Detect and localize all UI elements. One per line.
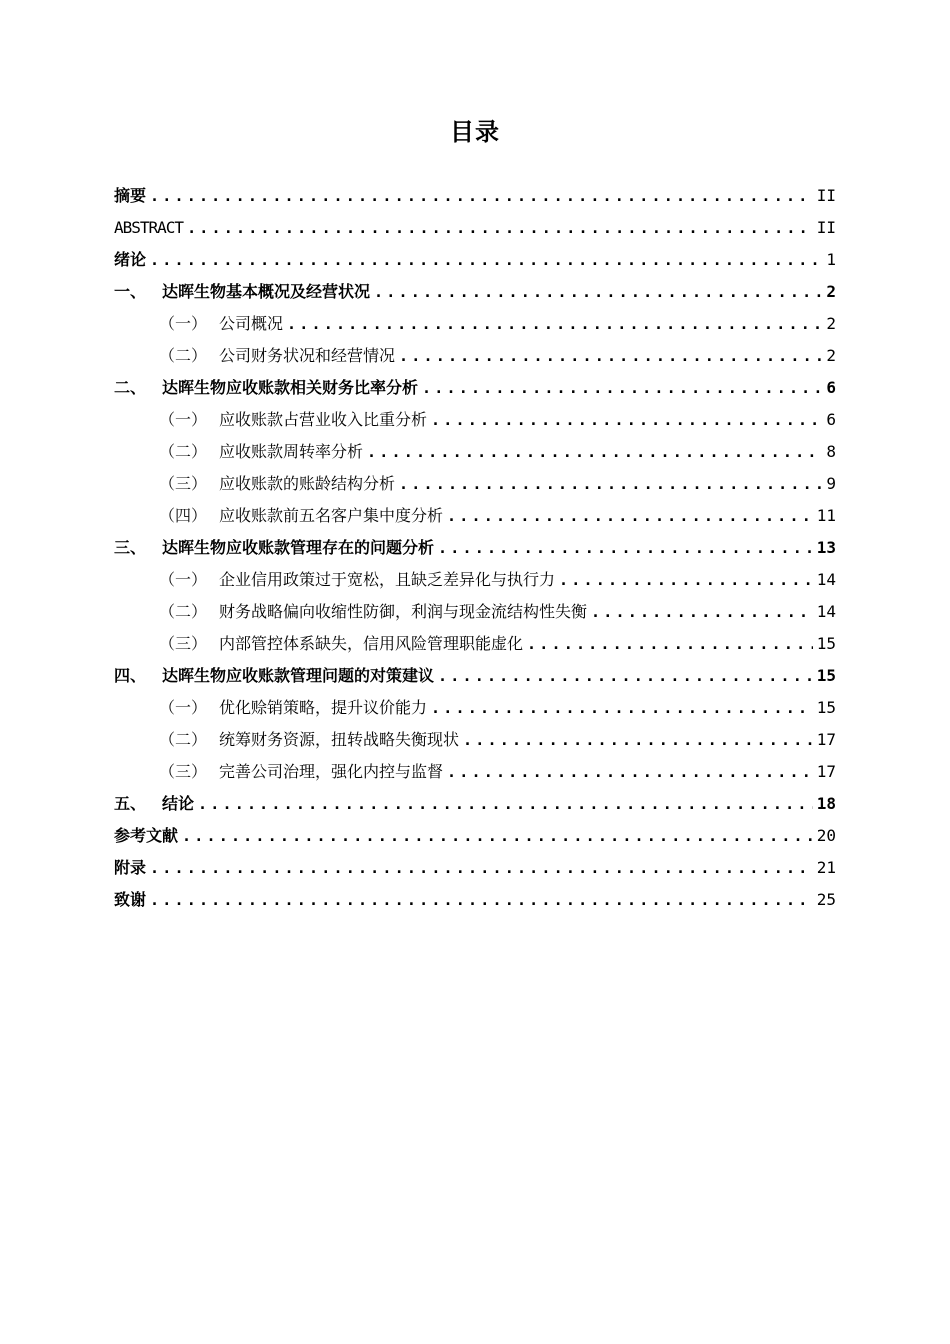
toc-entry-page-number: II	[816, 218, 836, 237]
toc-entry-page-number: 8	[826, 442, 836, 461]
toc-dot-leader	[438, 660, 813, 692]
toc-entry-page-number: 2	[826, 314, 836, 333]
toc-entry-number: （四）	[159, 506, 208, 525]
toc-entry[interactable]	[114, 308, 836, 340]
toc-entry-page-number: 9	[826, 474, 836, 493]
toc-entry-title: 完善公司治理，强化内控与监督	[219, 762, 444, 781]
toc-entry-title: ABSTRACT	[114, 218, 184, 237]
toc-dot-leader	[150, 884, 813, 916]
toc-entry[interactable]	[114, 692, 836, 724]
toc-dot-leader	[150, 244, 822, 276]
toc-entry[interactable]	[114, 596, 836, 628]
toc-entry[interactable]	[114, 852, 836, 884]
toc-dot-leader	[559, 564, 813, 596]
toc-entry-number: （三）	[159, 474, 208, 493]
toc-dot-leader	[431, 692, 813, 724]
toc-entry-number: （二）	[159, 346, 208, 365]
toc-entry-page-number: 17	[816, 730, 836, 749]
toc-dot-leader	[367, 436, 822, 468]
toc-entry-page-number: 11	[816, 506, 836, 525]
toc-entry-number: 五、	[114, 794, 147, 813]
toc-entry[interactable]	[114, 404, 836, 436]
toc-dot-leader	[287, 308, 822, 340]
toc-entry-number: （二）	[159, 730, 208, 749]
toc-entry-title: 应收账款周转率分析	[219, 442, 364, 461]
toc-entry-page-number: 18	[816, 794, 836, 813]
toc-entry-page-number: 15	[816, 634, 836, 653]
toc-entry-number: （二）	[159, 442, 208, 461]
toc-entry[interactable]	[114, 468, 836, 500]
toc-dot-leader	[422, 372, 822, 404]
toc-entry-page-number: 1	[826, 250, 836, 269]
toc-entry-page-number: 6	[826, 410, 836, 429]
toc-entry-page-number: 20	[816, 826, 836, 845]
toc-entry[interactable]	[114, 532, 836, 564]
toc-entry-title: 内部管控体系缺失，信用风险管理职能虚化	[219, 634, 524, 653]
toc-dot-leader	[463, 724, 813, 756]
toc-dot-leader	[182, 820, 813, 852]
toc-dot-leader	[399, 340, 822, 372]
toc-dot-leader	[527, 628, 813, 660]
toc-entry-title: 达晖生物基本概况及经营状况	[162, 282, 371, 301]
toc-entry-title: 达晖生物应收账款管理存在的问题分析	[162, 538, 435, 557]
toc-entry[interactable]	[114, 244, 836, 276]
toc-entry-title: 应收账款占营业收入比重分析	[219, 410, 428, 429]
toc-entry-title: 绪论	[114, 250, 147, 269]
toc-title: 目录	[450, 118, 500, 146]
toc-entry-title: 企业信用政策过于宽松，且缺乏差异化与执行力	[219, 570, 556, 589]
toc-entry-number: （一）	[159, 698, 208, 717]
toc-dot-leader	[447, 500, 813, 532]
toc-dot-leader	[447, 756, 813, 788]
toc-entry-title: 应收账款的账龄结构分析	[219, 474, 396, 493]
toc-entry-title: 公司财务状况和经营情况	[219, 346, 396, 365]
toc-entry[interactable]	[114, 180, 836, 212]
toc-entry-page-number: 14	[816, 602, 836, 621]
toc-dot-leader	[198, 788, 813, 820]
toc-entry-page-number: 17	[816, 762, 836, 781]
toc-entry[interactable]	[114, 724, 836, 756]
toc-entry-number: （二）	[159, 602, 208, 621]
toc-entry-title: 公司概况	[219, 314, 284, 333]
toc-entry[interactable]	[114, 212, 836, 244]
toc-entry-title: 结论	[162, 794, 195, 813]
toc-entry-number: （三）	[159, 634, 208, 653]
toc-entry-title: 财务战略偏向收缩性防御，利润与现金流结构性失衡	[219, 602, 588, 621]
toc-entry-title: 应收账款前五名客户集中度分析	[219, 506, 444, 525]
toc-entry-page-number: 15	[816, 698, 836, 717]
toc-entry-page-number: 2	[826, 346, 836, 365]
toc-entry-number: （一）	[159, 314, 208, 333]
toc-entry-title: 附录	[114, 858, 147, 877]
toc-list	[114, 180, 836, 916]
toc-entry[interactable]	[114, 884, 836, 916]
toc-entry[interactable]	[114, 372, 836, 404]
toc-entry-title: 致谢	[114, 890, 147, 909]
toc-entry-title: 统筹财务资源，扭转战略失衡现状	[219, 730, 460, 749]
toc-entry[interactable]	[114, 276, 836, 308]
toc-dot-leader	[591, 596, 813, 628]
toc-entry-number: 四、	[114, 666, 147, 685]
toc-dot-leader	[399, 468, 822, 500]
toc-entry-page-number: 14	[816, 570, 836, 589]
toc-entry[interactable]	[114, 340, 836, 372]
toc-dot-leader	[374, 276, 822, 308]
toc-entry-page-number: II	[816, 186, 836, 205]
toc-dot-leader	[431, 404, 822, 436]
toc-entry[interactable]	[114, 500, 836, 532]
toc-entry-page-number: 15	[816, 666, 836, 685]
toc-entry-page-number: 21	[816, 858, 836, 877]
toc-entry[interactable]	[114, 628, 836, 660]
toc-entry-number: （三）	[159, 762, 208, 781]
toc-entry[interactable]	[114, 564, 836, 596]
toc-entry-title: 达晖生物应收账款相关财务比率分析	[162, 378, 419, 397]
toc-entry-number: 二、	[114, 378, 147, 397]
toc-dot-leader	[187, 212, 813, 244]
toc-entry-title: 优化赊销策略，提升议价能力	[219, 698, 428, 717]
toc-entry[interactable]	[114, 788, 836, 820]
toc-entry-page-number: 25	[816, 890, 836, 909]
toc-entry[interactable]	[114, 660, 836, 692]
toc-entry-number: 一、	[114, 282, 147, 301]
toc-entry[interactable]	[114, 756, 836, 788]
toc-entry-title: 摘要	[114, 186, 147, 205]
toc-entry-page-number: 6	[826, 378, 836, 397]
toc-entry-title: 达晖生物应收账款管理问题的对策建议	[162, 666, 435, 685]
toc-entry-page-number: 13	[816, 538, 836, 557]
toc-entry-page-number: 2	[826, 282, 836, 301]
toc-entry-number: 三、	[114, 538, 147, 557]
toc-entry[interactable]	[114, 820, 836, 852]
toc-dot-leader	[150, 852, 813, 884]
toc-entry-number: （一）	[159, 410, 208, 429]
toc-entry[interactable]	[114, 436, 836, 468]
toc-dot-leader	[438, 532, 813, 564]
toc-dot-leader	[150, 180, 813, 212]
toc-entry-title: 参考文献	[114, 826, 179, 845]
toc-entry-number: （一）	[159, 570, 208, 589]
